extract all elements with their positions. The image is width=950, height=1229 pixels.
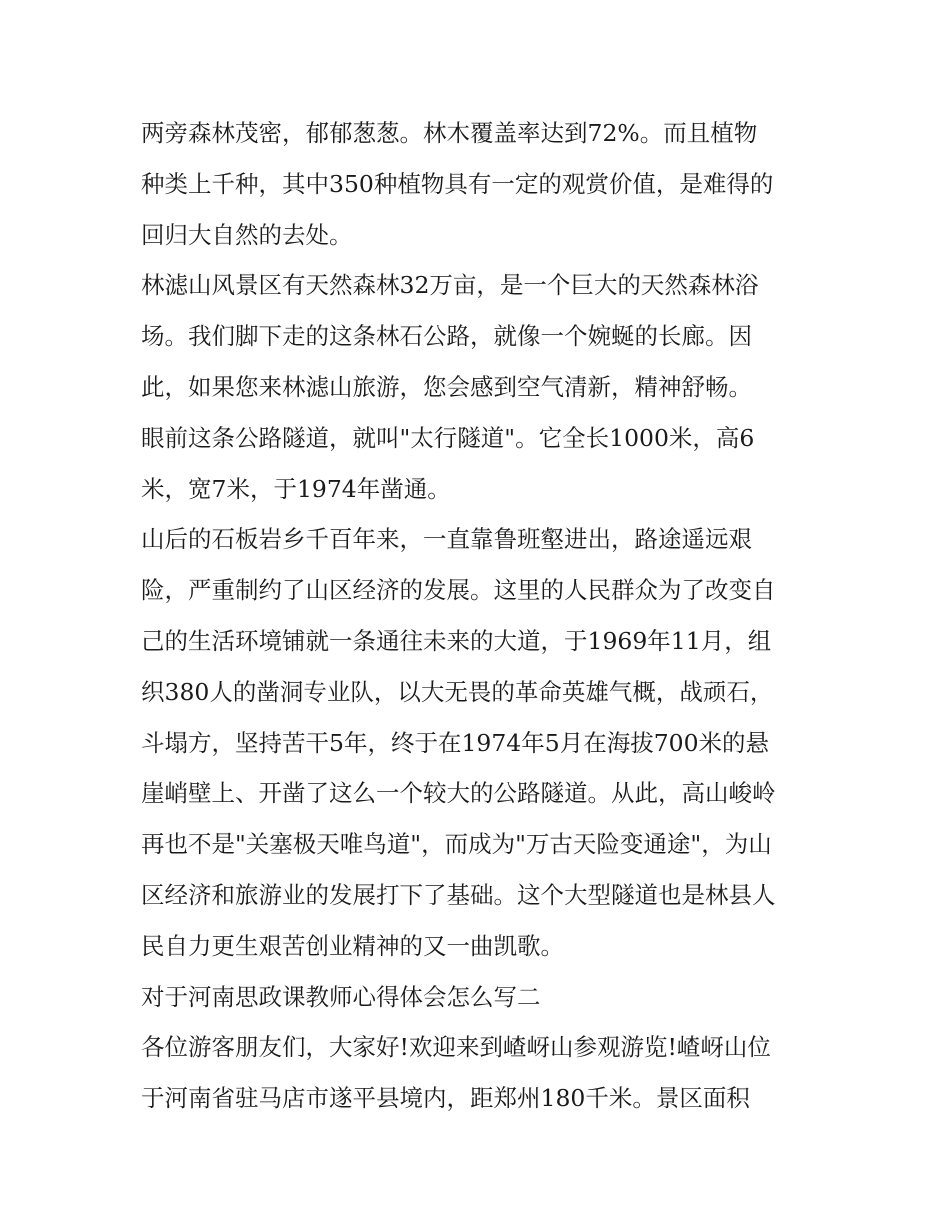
text-line: 山后的石板岩乡千百年来，一直靠鲁班壑进出，路途遥远艰 <box>141 525 752 554</box>
section-heading: 对于河南思政课教师心得体会怎么写二 <box>141 982 541 1011</box>
text-line: 此，如果您来林滤山旅游，您会感到空气清新，精神舒畅。 <box>141 372 752 401</box>
text-line: 回归大自然的去处。 <box>141 220 353 249</box>
text-line: 于河南省驻马店市遂平县境内，距郑州180千米。景区面积 <box>141 1084 750 1113</box>
text-line: 民自力更生艰苦创业精神的又一曲凯歌。 <box>141 931 564 960</box>
text-line: 己的生活环境铺就一条通往未来的大道，于1969年11月，组 <box>141 626 772 655</box>
text-line: 崖峭壁上、开凿了这么一个较大的公路隧道。从此，高山峻岭 <box>141 779 776 808</box>
text-line: 险，严重制约了山区经济的发展。这里的人民群众为了改变自 <box>141 576 776 605</box>
document-body <box>141 108 816 1124</box>
text-line: 两旁森林茂密，郁郁葱葱。林木覆盖率达到72%。而且植物 <box>141 119 758 147</box>
text-line: 场。我们脚下走的这条林石公路，就像一个婉蜒的长廊。因 <box>141 322 752 351</box>
text-line: 眼前这条公路隧道，就叫"太行隧道"。它全长1000米，高6 <box>141 423 755 452</box>
text-line: 斗塌方，坚持苦干5年，终于在1974年5月在海拔700米的悬 <box>141 728 770 757</box>
text-line: 织380人的凿洞专业队，以大无畏的革命英雄气概，战顽石， <box>141 677 774 706</box>
text-line: 林滤山风景区有天然森林32万亩，是一个巨大的天然森林浴 <box>141 271 759 300</box>
text-line: 各位游客朋友们，大家好!欢迎来到嵖岈山参观游览!嵖岈山位 <box>141 1033 771 1062</box>
text-line: 种类上千种，其中350种植物具有一定的观赏价值，是难得的 <box>141 169 774 198</box>
text-line: 米，宽7米，于1974年凿通。 <box>141 474 451 503</box>
text-line: 区经济和旅游业的发展打下了基础。这个大型隧道也是林县人 <box>141 880 776 909</box>
text-line: 再也不是"关塞极天唯鸟道"，而成为"万古天险变通途"，为山 <box>141 830 772 859</box>
